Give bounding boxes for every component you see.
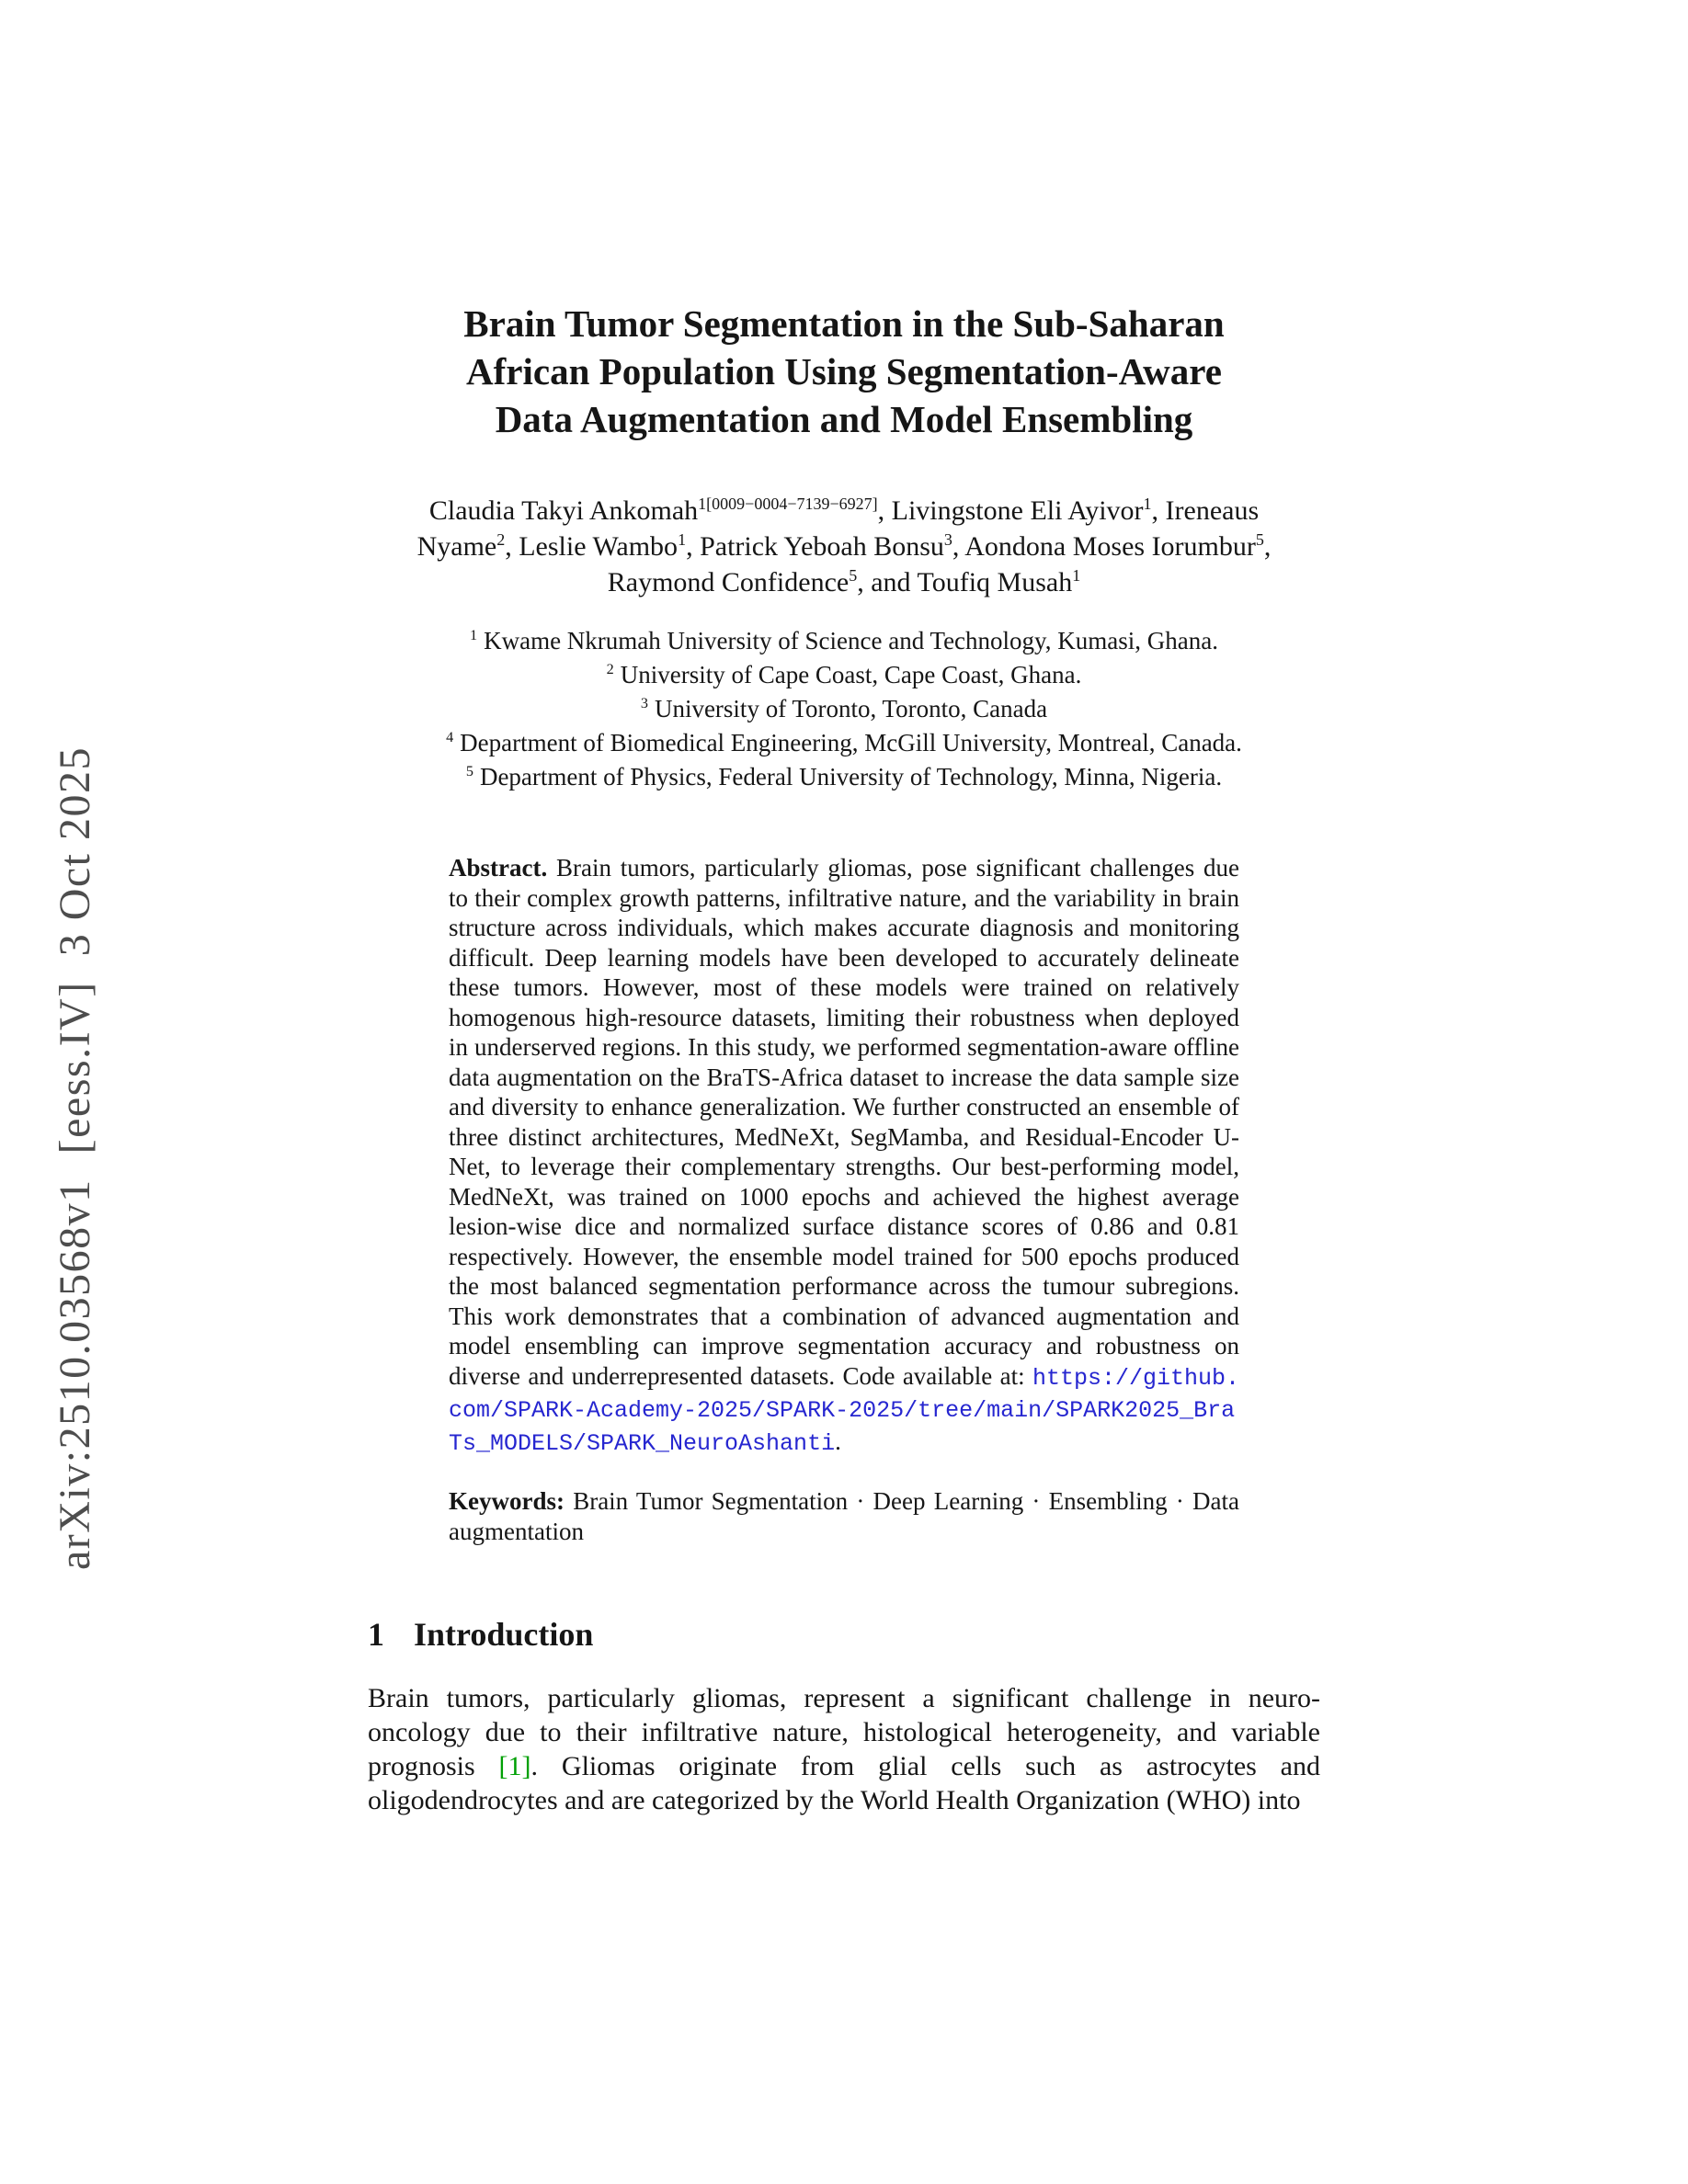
affiliation-item [368, 658, 1320, 692]
author-name [857, 567, 1080, 597]
author-affiliation-sup: 1 [1072, 566, 1081, 585]
keywords-text: Brain Tumor Segmentation · Deep Learning · Ensembling · Data augmentation [449, 1487, 1239, 1545]
paper-title-line: Data Augmentation and Model Ensembling [495, 398, 1193, 440]
author-name-text: , and Toufiq Musah [857, 567, 1073, 597]
abstract-section [449, 853, 1239, 1459]
abstract-label: Abstract. [449, 854, 548, 882]
citation-1-link[interactable]: [1] [498, 1751, 531, 1781]
author-affiliation-sup: 2 [496, 530, 506, 549]
author-affiliation-sup: 1[0009−0004−7139−6927] [698, 495, 878, 513]
page-column [368, 0, 1320, 1817]
author-affiliation-sup: 3 [943, 530, 952, 549]
paper-title [368, 300, 1320, 443]
author-name-text: , Patrick Yeboah Bonsu [686, 531, 944, 562]
author-name [686, 531, 952, 562]
author-name [878, 495, 1152, 526]
author-name-text: , Leslie Wambo [505, 531, 679, 562]
affiliation-item [368, 692, 1320, 726]
affiliation-number: 3 [640, 695, 648, 711]
affiliation-number: 1 [470, 627, 478, 643]
intro-text-after-citation: . Gliomas originate from glial cells such as astrocytes and oligodendrocytes and are categorized by the World Health Organization (WHO) into [368, 1751, 1320, 1815]
intro-paragraph [368, 1681, 1320, 1817]
author-name-text: , Ireneaus Nyame [416, 495, 1260, 562]
author-affiliation-sup: 5 [1255, 530, 1264, 549]
section-heading-introduction [368, 1615, 1320, 1654]
affiliation-text: University of Toronto, Toronto, Canada [654, 695, 1048, 722]
author-name [505, 531, 686, 562]
author-affiliation-sup: 5 [849, 566, 858, 585]
affiliation-number: 2 [606, 661, 614, 677]
affiliation-text: University of Cape Coast, Cape Coast, Ghana. [620, 661, 1082, 688]
affiliation-text: Kwame Nkrumah University of Science and Technology, Kumasi, Ghana. [484, 627, 1218, 654]
section-number: 1 [368, 1616, 384, 1653]
paper-title-line: Brain Tumor Segmentation in the Sub-Saharan [463, 302, 1225, 345]
author-name [429, 495, 878, 526]
code-repository-link[interactable]: https://github.com/SPARK-Academy-2025/SPARK-2025/tree/main/SPARK2025_BraTs_MODELS/SPARK_NeuroAshanti [449, 1364, 1239, 1457]
author-name-text: , Aondona Moses Iorumbur [952, 531, 1256, 562]
abstract-final-period: . [835, 1427, 841, 1455]
author-affiliation-sup: 1 [1143, 495, 1152, 513]
section-title: Introduction [414, 1616, 594, 1653]
affiliations [368, 624, 1320, 794]
affiliation-number: 5 [465, 763, 473, 779]
keywords-section [449, 1486, 1239, 1547]
keywords-label: Keywords: [449, 1487, 565, 1515]
author-list [368, 493, 1320, 600]
paper-title-line: African Population Using Segmentation-Aware [466, 350, 1222, 392]
affiliation-item [368, 624, 1320, 658]
intro-text-before-citation: Brain tumors, particularly gliomas, represent a significant challenge in neuro-oncology due to their infiltrative nature, histological heterogeneity, and variable prognosis [368, 1683, 1320, 1781]
abstract-text: Brain tumors, particularly gliomas, pose significant challenges due to their complex growth patterns, infiltrative nature, and the variability in brain structure across individuals, which makes accurate diagnosis and monitoring difficult. Deep learning models have been developed to accurately delineate these tumors. However, most of these models were trained on relatively homogenous high-resource datasets, limiting their robustness when deployed in underserved regions. In this study, we performed segmentation-aware offline data augmentation on the BraTS-Africa dataset to increase the data sample size and diversity to enhance generalization. We further constructed an ensemble of three distinct architectures, MedNeXt, SegMamba, and Residual-Encoder U-Net, to leverage their complementary strengths. Our best-performing model, MedNeXt, was trained on 1000 epochs and achieved the highest average lesion-wise dice and normalized surface distance scores of 0.86 and 0.81 respectively. However, the ensemble model trained for 500 epochs produced the most balanced segmentation performance across the tumour subregions. This work demonstrates that a combination of advanced augmentation and model ensembling can improve segmentation accuracy and robustness on diverse and underrepresented datasets. Code available at: [449, 854, 1239, 1390]
arxiv-watermark: arXiv:2510.03568v1 [eess.IV] 3 Oct 2025 [51, 745, 99, 1570]
affiliation-item [368, 726, 1320, 760]
author-name-text: Claudia Takyi Ankomah [428, 495, 699, 526]
author-name-text: , Livingstone Eli Ayivor [877, 495, 1144, 526]
affiliation-item [368, 760, 1320, 794]
author-affiliation-sup: 1 [678, 530, 687, 549]
author-name-text: , Raymond Confidence [607, 531, 1272, 597]
author-name [952, 531, 1264, 562]
affiliation-number: 4 [446, 729, 454, 745]
affiliation-text: Department of Biomedical Engineering, McGill University, Montreal, Canada. [460, 729, 1242, 756]
affiliation-text: Department of Physics, Federal University of Technology, Minna, Nigeria. [479, 763, 1223, 791]
